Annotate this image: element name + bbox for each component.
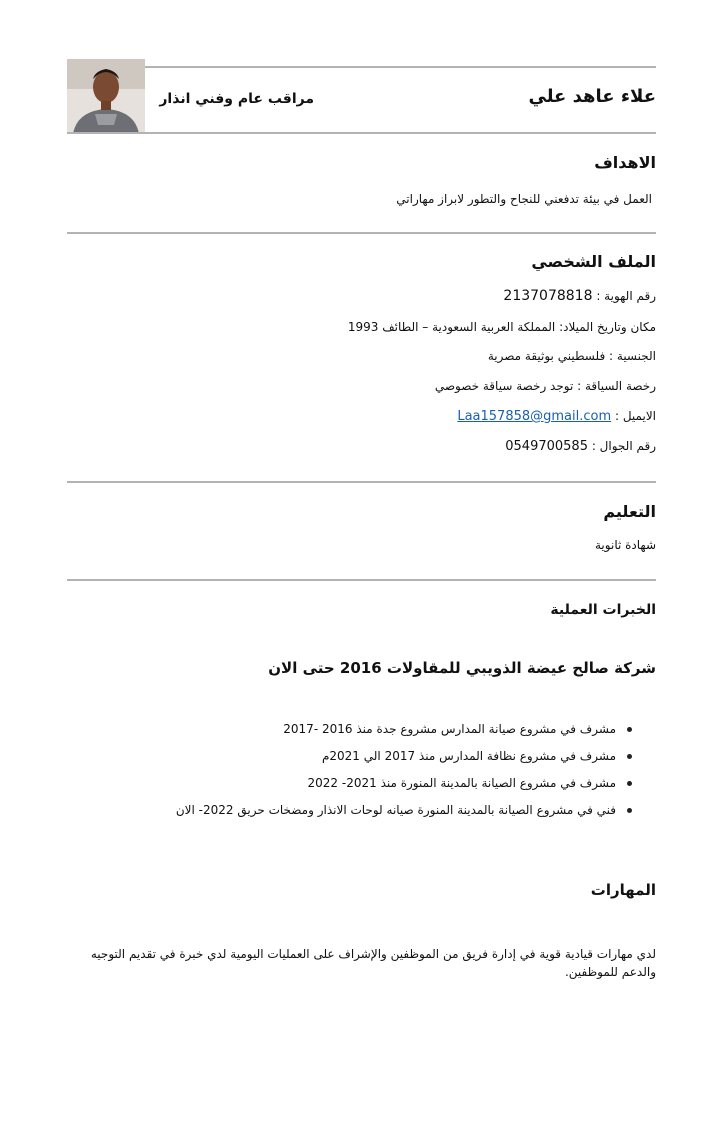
header-top-rule [67, 66, 656, 68]
objectives-title: الاهداف [594, 153, 656, 172]
education-title: التعليم [603, 502, 656, 521]
birth-line [348, 320, 656, 334]
bullet-dot [627, 808, 632, 813]
objectives-text: العمل في بيئة تدفعني للنجاح والتطور لابراز مهاراتي [396, 192, 652, 206]
section-rule-3 [67, 579, 656, 581]
phone-label: رقم الجوال : [591, 439, 656, 453]
email-link[interactable]: Laa157858@gmail.com [457, 409, 612, 424]
birth-label: مكان وتاريخ الميلاد: [559, 320, 656, 334]
id-line [503, 288, 656, 304]
bullet-dot [627, 727, 632, 732]
id-label: رقم الهوية : [596, 289, 656, 303]
email-label: الايميل : [614, 409, 656, 423]
experience-list [96, 716, 656, 824]
candidate-name: علاء عاهد علي [528, 86, 656, 107]
section-rule-2 [67, 481, 656, 483]
license-line: رخصة السياقة : توجد رخصة سياقة خصوصي [434, 379, 656, 393]
phone-line [505, 439, 656, 454]
skills-text: لدي مهارات قيادية قوية في إدارة فريق من الموظفين والإشراف على العمليات اليومية لدي خبرة في تقديم التوجيه والدعم للموظفين. [90, 947, 656, 979]
education-text: شهادة ثانوية [595, 538, 656, 552]
list-item: مشرف في مشروع نظافة المدارس منذ 2017 الي 2021م [96, 743, 656, 770]
section-rule-1 [67, 232, 656, 234]
skills-title: المهارات [590, 881, 656, 899]
experience-title: الخبرات العملية [550, 602, 656, 618]
email-line [457, 409, 656, 424]
profile-title: الملف الشخصي [531, 252, 656, 271]
bullet-dot [627, 781, 632, 786]
id-value: 2137078818 [503, 288, 593, 304]
nationality-line: الجنسية : فلسطيني بوثيقة مصرية [487, 349, 656, 363]
avatar-icon [67, 59, 145, 134]
candidate-role: مراقب عام وفني انذار [159, 91, 314, 107]
list-item: مشرف في مشروع صيانة المدارس مشروع جدة منذ 2016 -2017 [96, 716, 656, 743]
birth-value: المملكة العربية السعودية – الطائف 1993 [347, 320, 556, 334]
list-item: مشرف في مشروع الصيانة بالمدينة المنورة منذ 2021- 2022 [96, 770, 656, 797]
phone-value: 0549700585 [505, 439, 588, 454]
profile-photo [67, 59, 145, 134]
header-bottom-rule [67, 132, 656, 134]
bullet-dot [627, 754, 632, 759]
experience-company: شركة صالح عيضة الذويبي للمقاولات 2016 حتى الان [268, 659, 656, 677]
list-item: فني في مشروع الصيانة بالمدينة المنورة صيانه لوحات الانذار ومضخات حريق 2022- الان [96, 797, 656, 824]
